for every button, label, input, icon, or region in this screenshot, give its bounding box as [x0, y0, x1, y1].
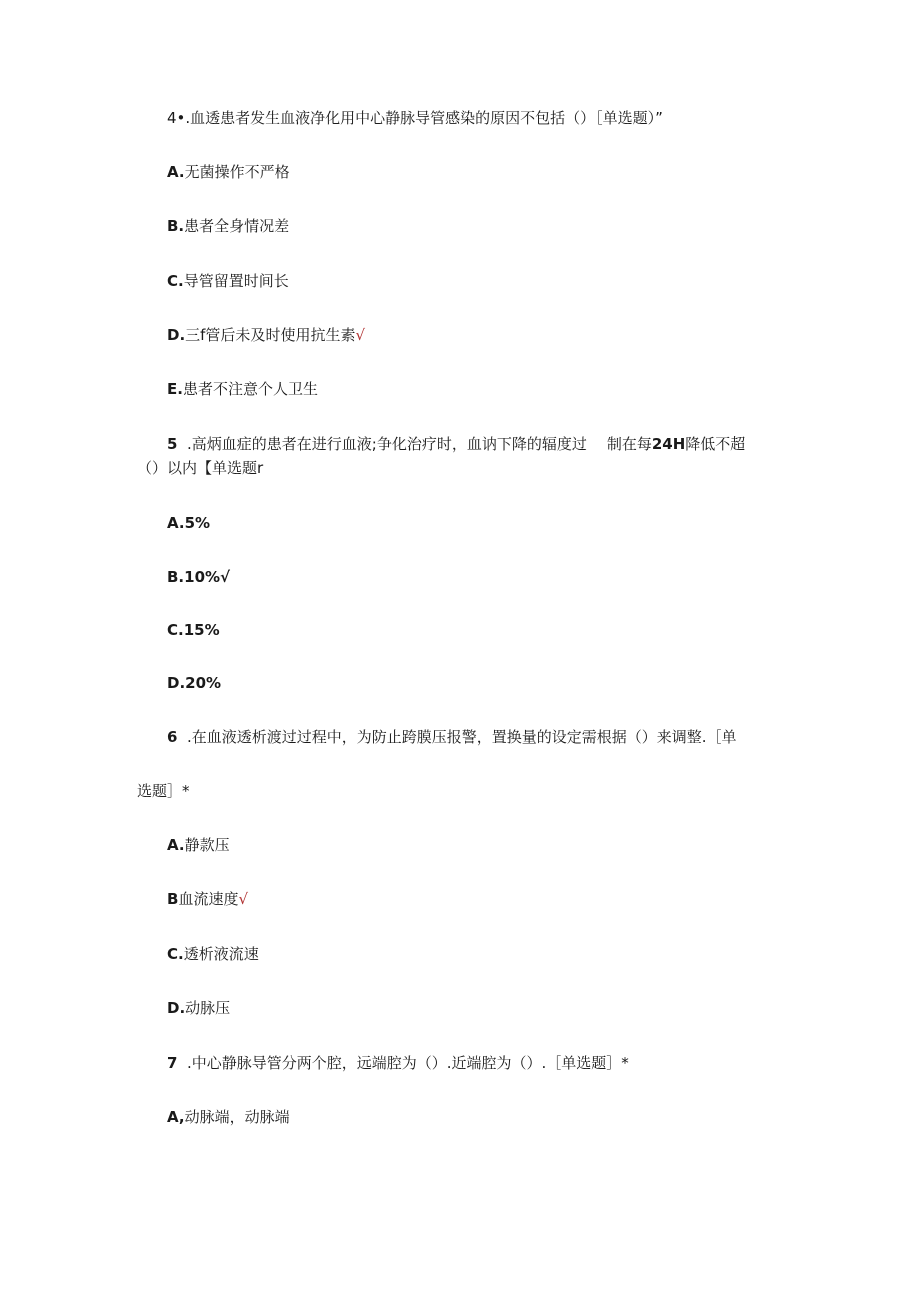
check-mark-icon: √ [220, 568, 231, 586]
option-7-a[interactable]: A,动脉端，动脉端 [167, 1108, 290, 1126]
question-5-continuation: （）以内【单选题r [137, 459, 264, 477]
question-5-stem-a: .高炳血症的患者在进行血液;争化治疗时，血讷下降的辐度过 [187, 435, 587, 453]
question-5-stem-c: 降低不超 [685, 435, 746, 453]
question-6-text [167, 727, 737, 747]
option-6-a[interactable]: A.静款压 [167, 836, 230, 854]
question-4-stem: 4•.血透患者发生血液净化用中心静脉导管感染的原因不包括（）［单选题）” [167, 109, 663, 127]
question-7-number: 7 [167, 1054, 178, 1072]
option-6-d[interactable]: D.动脉压 [167, 999, 231, 1017]
option-5-b[interactable]: B.10%√ [167, 568, 231, 586]
question-4-text [167, 108, 663, 128]
option-5-d[interactable]: D.20% [167, 674, 222, 692]
option-4-a[interactable]: A.无菌操作不严格 [167, 163, 290, 181]
question-5-stem-b: 制在每 [606, 435, 652, 453]
check-mark-icon: √ [355, 326, 366, 344]
option-4-e[interactable]: E.患者不注意个人卫生 [167, 380, 318, 398]
question-6-stem: .在血液透析渡过过程中，为防止跨膜压报警，置换量的设定需根据（）来调整.［单 [187, 728, 737, 746]
option-4-b[interactable]: B.患者全身情况差 [167, 217, 290, 235]
question-5-text [167, 434, 745, 454]
option-6-b[interactable]: B血流速度√ [167, 890, 249, 908]
question-7-text [167, 1053, 629, 1073]
question-5-number: 5 [167, 435, 178, 453]
question-5-stem-bold: 24H [651, 435, 686, 453]
option-5-c[interactable]: C.15% [167, 621, 220, 639]
question-6-number: 6 [167, 728, 178, 746]
option-6-c[interactable]: C.透析液流速 [167, 945, 259, 963]
option-4-d[interactable]: D.三f管后未及时使用抗生素√ [167, 326, 366, 344]
check-mark-icon: √ [238, 890, 249, 908]
option-5-a[interactable]: A.5% [167, 514, 211, 532]
question-7-stem: .中心静脉导管分两个腔，远端腔为（）.近端腔为（）.［单选题］* [187, 1054, 629, 1072]
question-6-continuation: 选题］* [137, 782, 190, 800]
option-4-c[interactable]: C.导管留置时间长 [167, 272, 289, 290]
